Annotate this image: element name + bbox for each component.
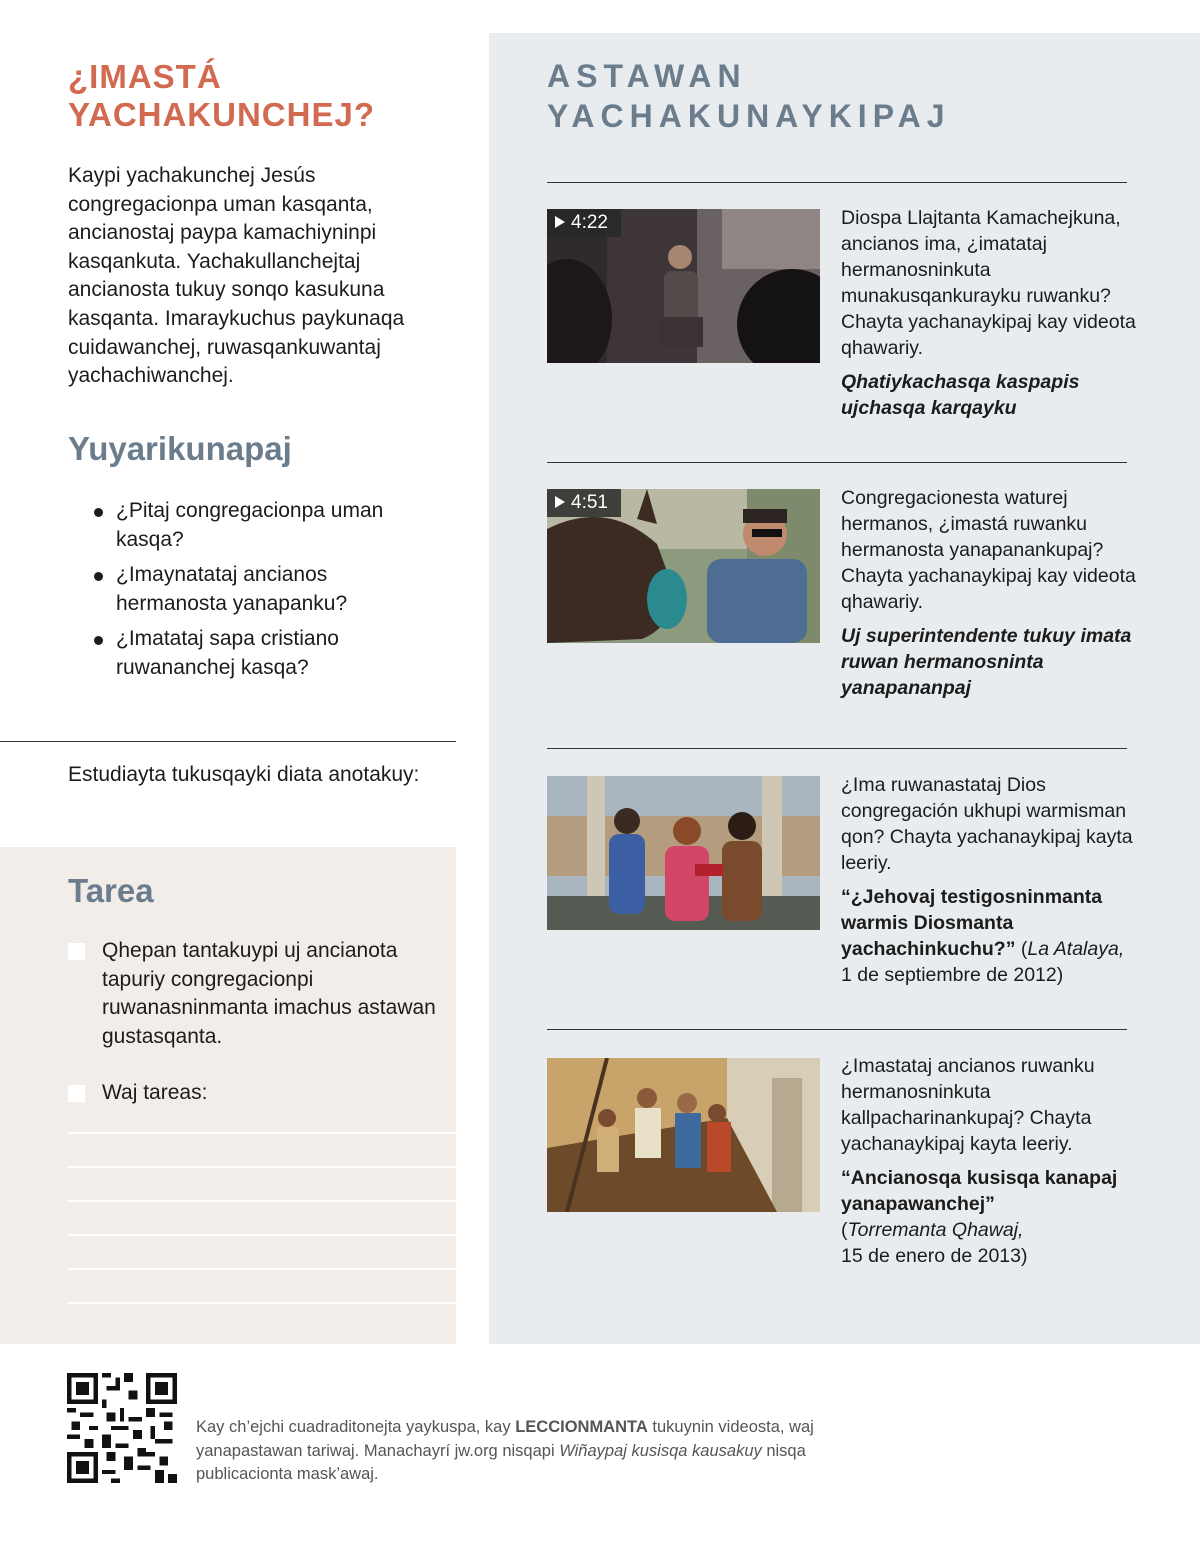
article-image[interactable] (547, 776, 820, 930)
lesson-title (68, 58, 468, 134)
bullet-icon (94, 572, 103, 581)
checkbox-icon[interactable] (68, 1085, 85, 1102)
video-duration-badge: 4:22 (547, 209, 621, 237)
qr-code-icon[interactable] (67, 1373, 177, 1483)
review-question: ¿Imatataj sapa cristiano ruwananchej kasqa? (90, 625, 430, 682)
divider (547, 1029, 1127, 1030)
review-heading: Yuyarikunapaj (68, 430, 292, 467)
article-image-paul-ship (547, 1058, 820, 1212)
intro-paragraph: Kaypi yachakunchej Jesús congregacionpa uman kasqanta, ancianostaj paypa kamachiyninpi kasqankuta. Yachakullanchejtaj ancianosta tukuy sonqo kasukuna kasqanta. Imaraykuchus paykunaqa cuidawanchej, ruwasqankuwantaj yachachiwanchej. (68, 164, 405, 388)
writing-line[interactable] (68, 1268, 456, 1270)
item-reference-link[interactable]: “Ancianosqa kusisqa kanapaj yanapawanchej” (Torremanta Qhawaj, 15 de enero de 2013) (841, 1167, 1118, 1267)
video-duration-badge: 4:51 (547, 489, 621, 517)
video-thumbnail[interactable] (547, 209, 820, 363)
item-reference-link[interactable]: “¿Jehovaj testigosninmanta warmis Diosmanta yachachinkuchu?” (La Atalaya, 1 de septiembre de 2012) (841, 886, 1125, 986)
review-question: ¿Pitaj congregacionpa uman kasqa? (90, 497, 430, 554)
homework-task-other: Waj tareas: (68, 1079, 438, 1108)
play-icon (555, 216, 565, 228)
checkbox-icon[interactable] (68, 943, 85, 960)
divider (547, 462, 1127, 463)
review-questions (90, 497, 430, 690)
divider (547, 748, 1127, 749)
video-thumbnail[interactable] (547, 489, 820, 643)
play-icon (555, 496, 565, 508)
writing-line[interactable] (68, 1166, 456, 1168)
writing-line[interactable] (68, 1132, 456, 1134)
writing-line[interactable] (68, 1200, 456, 1202)
item-description: ¿Imastataj ancianos ruwanku hermanosninkuta kallpacharinankupaj? Chayta yachanaykipaj kayta leeriy. (841, 1055, 1095, 1155)
bullet-icon (94, 508, 103, 517)
homework-task: Qhepan tantakuypi uj ancianota tapuriy congregacionpi ruwanasninmanta imachus astawan gustasqanta. (68, 937, 438, 1051)
article-image-women (547, 776, 820, 930)
item-description: ¿Ima ruwanastataj Dios congregación ukhupi warmisman qon? Chayta yachanaykipaj kayta leeriy. (841, 774, 1133, 874)
further-study-heading: ASTAWAN YACHAKUNAYKIPAJ (547, 58, 951, 134)
footer-text: Kay ch’ejchi cuadraditonejta yaykuspa, kay LECCIONMANTA tukuynin videosta, waj yanapastawan tariwaj. Manachayrí jw.org nisqapi Wiñaypaj kusisqa kausakuy nisqa publicacionta mask’awaj. (196, 1418, 814, 1483)
divider (0, 741, 456, 742)
homework-heading: Tarea (68, 872, 154, 909)
study-date-note[interactable]: Estudiayta tukusqayki diata anotakuy: (68, 763, 420, 786)
item-reference-link[interactable]: Uj superintendente tukuy imata ruwan hermanosninta yanapananpaj (841, 625, 1132, 699)
item-reference-link[interactable]: Qhatiykachasqa kaspapis ujchasqa karqayku (841, 371, 1080, 419)
article-image[interactable] (547, 1058, 820, 1212)
divider (547, 182, 1127, 183)
lesson-title-line1: ¿IMASTÁ (68, 58, 222, 95)
lesson-title-line2: YACHAKUNCHEJ? (68, 96, 375, 133)
bullet-icon (94, 636, 103, 645)
writing-line[interactable] (68, 1302, 456, 1304)
review-question: ¿Imaynatataj ancianos hermanosta yanapanku? (90, 561, 430, 618)
item-description: Congregacionesta waturej hermanos, ¿imastá ruwanku hermanosta yanapanankupaj? Chayta yachanaykipaj kay videota qhawariy. (841, 487, 1136, 613)
writing-line[interactable] (68, 1234, 456, 1236)
item-description: Diospa Llajtanta Kamachejkuna, ancianos ima, ¿imatataj hermanosninkuta munakusqankurayku ruwanku? Chayta yachanaykipaj kay videota qhawariy. (841, 207, 1136, 359)
